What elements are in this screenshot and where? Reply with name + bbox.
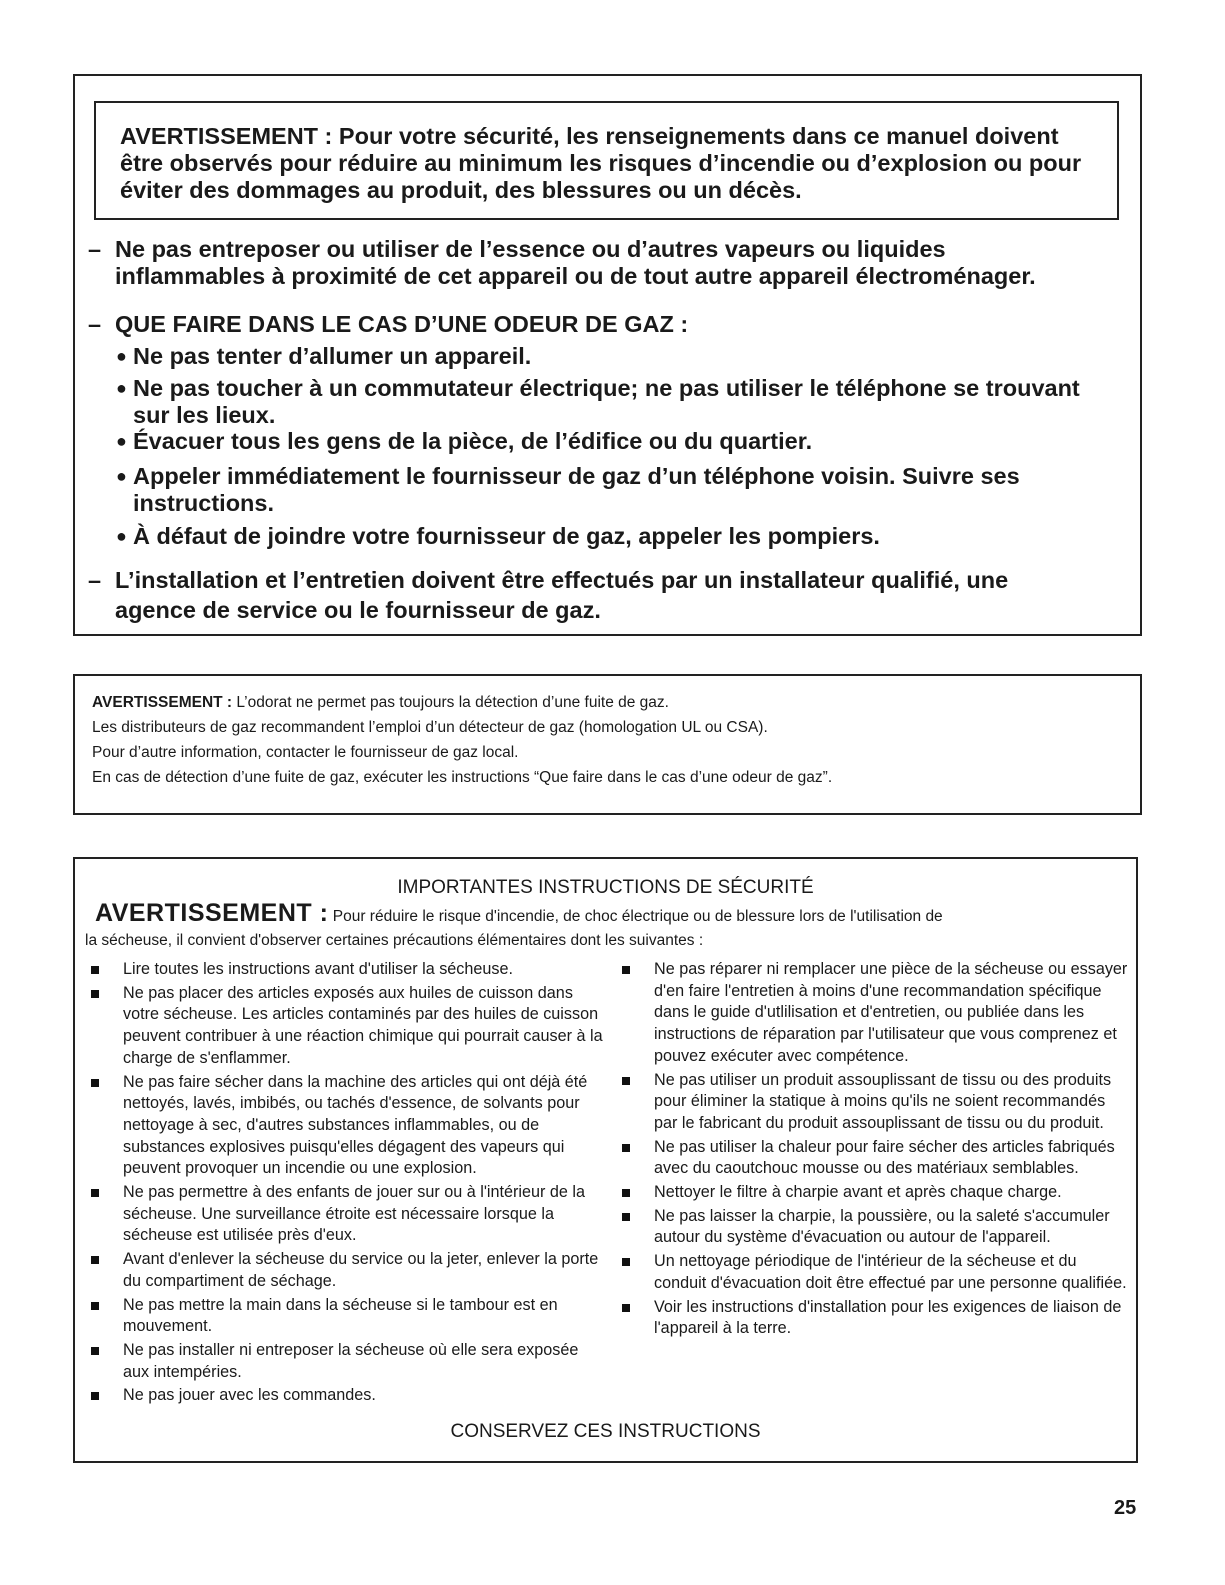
list-item-text: Ne pas placer des articles exposés aux huiles de cuisson dans votre sécheuse. Les articles contaminés par des huiles de cuisson peuvent contribuer à une réaction chimique qui pourrait causer à la charge de s'enflammer. [123,983,603,1067]
bullet-icon: ● [116,346,127,366]
list-item [87,959,607,981]
square-bullet-icon [622,1077,630,1085]
installation-warning-item [88,565,1048,625]
gas-leak-text: L’odorat ne permet pas toujours la détection d’une fuite de gaz. [232,694,669,711]
gas-odor-heading-item [88,311,688,338]
safety-warning-continued: la sécheuse, il convient d'observer certaines précautions élémentaires dont les suivantes : [85,932,704,949]
gas-step [116,428,1116,455]
list-item [87,1249,607,1292]
flammable-warning-text: Ne pas entreposer ou utiliser de l’essence ou d’autres vapeurs ou liquides inflammables à proximité de cet appareil ou de tout autre appareil électroménager. [115,236,1036,289]
gas-leak-line [92,693,669,713]
list-item-text: Un nettoyage périodique de l'intérieur de la sécheuse et du conduit d'évacuation doit être effectué par une personne qualifiée. [654,1252,1127,1292]
square-bullet-icon [622,1189,630,1197]
list-item [618,1137,1130,1180]
safety-title: IMPORTANTES INSTRUCTIONS DE SÉCURITÉ [397,877,814,898]
square-bullet-icon [91,1256,99,1264]
save-instructions-footer: CONSERVEZ CES INSTRUCTIONS [450,1421,761,1442]
square-bullet-icon [622,1304,630,1312]
page-number: 25 [1114,1497,1137,1519]
safety-list-left [87,959,607,1409]
gas-odor-heading: QUE FAIRE DANS LE CAS D’UNE ODEUR DE GAZ : [115,311,689,337]
gas-step [116,375,1106,429]
safety-list-right [618,959,1130,1342]
list-item [618,959,1130,1068]
square-bullet-icon [622,1258,630,1266]
square-bullet-icon [91,1392,99,1400]
gas-step [116,523,1116,550]
safety-warning [95,899,943,927]
safety-instructions-box [73,857,1138,1463]
gas-step-text: Évacuer tous les gens de la pièce, de l’édifice ou du quartier. [133,428,813,454]
list-item-text: Ne pas permettre à des enfants de jouer sur ou à l'intérieur de la sécheuse. Une surveillance étroite est nécessaire lorsque la sécheuse est utilisée près d'eux. [123,1183,585,1245]
gas-step-text: Ne pas toucher à un commutateur électrique; ne pas utiliser le téléphone se trouvant sur les lieux. [133,375,1080,428]
list-item [87,1072,607,1181]
list-item-text: Ne pas utiliser la chaleur pour faire sécher des articles fabriqués avec du caoutchouc mousse ou des matériaux semblables. [654,1137,1115,1178]
dash-marker: – [88,567,102,593]
gas-step [116,343,1116,370]
installation-warning-text: L’installation et l’entretien doivent être effectués par un installateur qualifié, une agence de service ou le fournisseur de gaz. [115,567,1009,623]
gas-step-text: À défaut de joindre votre fournisseur de gaz, appeler les pompiers. [133,523,880,549]
gas-leak-line: Pour d’autre information, contacter le fournisseur de gaz local. [92,744,519,761]
square-bullet-icon [91,1079,99,1087]
square-bullet-icon [91,1302,99,1310]
dash-marker: – [88,311,102,337]
bullet-icon: ● [116,466,127,486]
gas-leak-line: Les distributeurs de gaz recommandent l’emploi d’un détecteur de gaz (homologation UL ou CSA). [92,719,768,736]
list-item [87,983,607,1070]
list-item-text: Ne pas utiliser un produit assouplissant de tissu ou des produits pour éliminer la statique à moins qu'ils ne soient recommandés par le fabricant du produit assouplissant de tissu ou du produit. [654,1070,1112,1132]
list-item [618,1297,1130,1340]
list-item [87,1340,607,1383]
list-item [87,1295,607,1338]
bullet-icon: ● [116,378,127,398]
list-item-text: Ne pas faire sécher dans la machine des articles qui ont déjà été nettoyés, lavés, imbibés, ou tachés d'essence, de solvants pour nettoyage à sec, d'autres substances inflammables, ou de substances explosives puisqu'elles dégagent des vapeurs qui peuvent provoquer un incendie ou une explosion. [123,1072,588,1178]
list-item-text: Avant d'enlever la sécheuse du service ou la jeter, enlever la porte du compartiment de séchage. [123,1250,599,1290]
list-item-text: Ne pas mettre la main dans la sécheuse si le tambour est en mouvement. [123,1295,558,1336]
flammable-warning-item [88,236,1048,290]
square-bullet-icon [622,966,630,974]
square-bullet-icon [91,1347,99,1355]
list-item [618,1070,1130,1135]
gas-step-text: Ne pas tenter d’allumer un appareil. [133,343,532,369]
list-item-text: Lire toutes les instructions avant d'utiliser la sécheuse. [123,960,513,978]
gas-leak-detection-box [73,674,1142,815]
gas-step [116,463,1056,517]
square-bullet-icon [622,1144,630,1152]
square-bullet-icon [91,990,99,998]
list-item-text: Ne pas installer ni entreposer la sécheuse où elle sera exposée aux intempéries. [123,1340,579,1381]
list-item-text: Nettoyer le filtre à charpie avant et après chaque charge. [654,1183,1062,1202]
safety-warning-header-box [94,101,1119,220]
gas-step-text: Appeler immédiatement le fournisseur de gaz d’un téléphone voisin. Suivre ses instructions. [133,463,1020,516]
gas-leak-line: En cas de détection d’une fuite de gaz, exécuter les instructions “Que faire dans le cas d’une odeur de gaz”. [92,769,833,786]
list-item-text: Ne pas laisser la charpie, la poussière, ou la saleté s'accumuler autour du système d'évacuation ou autour de l'appareil. [654,1206,1110,1247]
list-item [87,1182,607,1247]
list-item [87,1385,607,1407]
bullet-icon: ● [116,526,127,546]
warning-label: AVERTISSEMENT : [95,899,329,927]
warning-label: AVERTISSEMENT : [92,694,233,711]
safety-warning-header: AVERTISSEMENT : Pour votre sécurité, les renseignements dans ce manuel doivent être observés pour réduire au minimum les risques d’incendie ou d’explosion ou pour éviter des dommages au produit, des blessures ou un décès. [120,123,1082,203]
dash-marker: – [88,236,102,262]
square-bullet-icon [91,1189,99,1197]
list-item [618,1182,1130,1204]
list-item [618,1206,1130,1249]
warning-text: Pour réduire le risque d'incendie, de choc électrique ou de blessure lors de l'utilisation de [328,908,943,925]
list-item-text: Voir les instructions d'installation pour les exigences de liaison de l'appareil à la terre. [654,1297,1122,1338]
list-item-text: Ne pas jouer avec les commandes. [123,1386,376,1405]
square-bullet-icon [91,966,99,974]
list-item [618,1251,1130,1294]
list-item-text: Ne pas réparer ni remplacer une pièce de la sécheuse ou essayer d'en faire l'entretien à moins d'une recommandation spécifique dans le guide d'utlilisation et d'entretien, ou publiée dans les instructions de réparation par l'utilisateur que vous comprenez et pouvez exécuter avec compétence. [654,960,1128,1065]
square-bullet-icon [622,1213,630,1221]
bullet-icon: ● [116,431,127,451]
